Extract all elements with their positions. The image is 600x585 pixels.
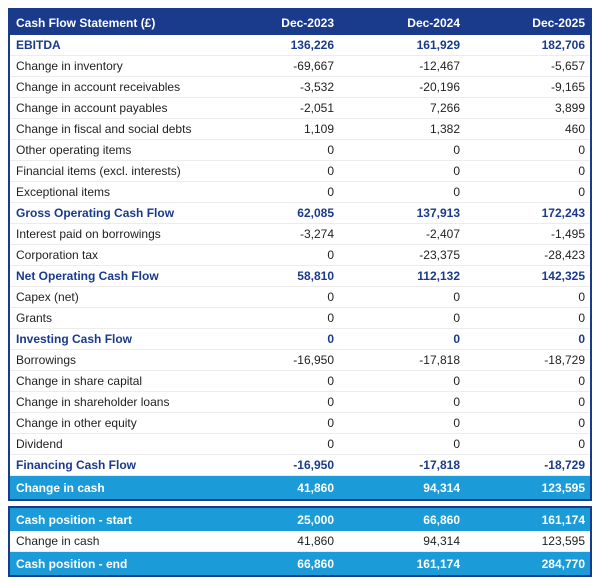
row-value: 0 [465,140,591,161]
row-value: 0 [213,182,339,203]
row-value: -1,495 [465,224,591,245]
table-row [9,203,591,224]
table-row [9,266,591,287]
table-row [9,161,591,182]
row-label: Change in share capital [9,371,213,392]
row-value: 1,109 [213,119,339,140]
table-row [9,413,591,434]
row-value: 0 [465,287,591,308]
table-row [9,56,591,77]
row-value: 137,913 [339,203,465,224]
table-row [9,371,591,392]
row-value: 182,706 [465,35,591,56]
row-value: 7,266 [339,98,465,119]
row-label: Corporation tax [9,245,213,266]
row-value: 41,860 [213,476,339,501]
row-value: -9,165 [465,77,591,98]
table-row [9,77,591,98]
row-label: Change in shareholder loans [9,392,213,413]
row-value: 161,929 [339,35,465,56]
row-value: 0 [339,287,465,308]
table-row [9,350,591,371]
row-value: -17,818 [339,350,465,371]
table-row [9,531,591,552]
column-header-dec-2025: Dec-2025 [465,9,591,35]
row-label: Change in fiscal and social debts [9,119,213,140]
row-label: Change in other equity [9,413,213,434]
row-value: -2,407 [339,224,465,245]
row-value: 0 [213,371,339,392]
table-row [9,224,591,245]
row-value: -2,051 [213,98,339,119]
row-value: 0 [213,329,339,350]
row-value: 0 [339,329,465,350]
row-value: 0 [213,413,339,434]
table-title: Cash Flow Statement (£) [9,9,213,35]
row-value: 94,314 [339,476,465,501]
row-label: Change in inventory [9,56,213,77]
table-row [9,552,591,577]
cash-position-table [8,506,592,577]
column-header-dec-2024: Dec-2024 [339,9,465,35]
row-value: 0 [339,308,465,329]
row-value: 0 [465,392,591,413]
row-value: 0 [213,287,339,308]
row-value: 161,174 [465,507,591,531]
row-value: 66,860 [339,507,465,531]
table-row [9,119,591,140]
row-value: 62,085 [213,203,339,224]
row-value: -3,274 [213,224,339,245]
row-label: Other operating items [9,140,213,161]
row-value: 0 [213,392,339,413]
table-row [9,455,591,476]
row-value: 0 [465,329,591,350]
row-value: 0 [213,434,339,455]
table-row [9,35,591,56]
row-value: -16,950 [213,350,339,371]
row-label: Change in account receivables [9,77,213,98]
row-label: Gross Operating Cash Flow [9,203,213,224]
row-value: 58,810 [213,266,339,287]
table-row [9,507,591,531]
row-value: 0 [213,140,339,161]
row-value: -20,196 [339,77,465,98]
row-label: Dividend [9,434,213,455]
row-label: Interest paid on borrowings [9,224,213,245]
row-value: 112,132 [339,266,465,287]
table-row [9,245,591,266]
row-value: 123,595 [465,531,591,552]
row-value: 161,174 [339,552,465,577]
header-row [9,9,591,35]
table-row [9,98,591,119]
row-value: 0 [465,371,591,392]
row-value: 41,860 [213,531,339,552]
row-value: 0 [339,161,465,182]
row-value: 0 [213,308,339,329]
row-label: Change in account payables [9,98,213,119]
table-row [9,329,591,350]
row-label: Cash position - start [9,507,213,531]
row-label: Exceptional items [9,182,213,203]
row-value: -5,657 [465,56,591,77]
row-value: 0 [465,308,591,329]
row-value: 66,860 [213,552,339,577]
table-row [9,392,591,413]
table-row [9,140,591,161]
row-value: 123,595 [465,476,591,501]
row-value: -12,467 [339,56,465,77]
row-label: Change in cash [9,531,213,552]
row-value: 142,325 [465,266,591,287]
table-row [9,287,591,308]
row-value: 0 [339,182,465,203]
row-value: 0 [465,413,591,434]
row-label: Financial items (excl. interests) [9,161,213,182]
row-value: 136,226 [213,35,339,56]
row-value: -18,729 [465,455,591,476]
row-label: Financing Cash Flow [9,455,213,476]
row-value: 3,899 [465,98,591,119]
row-label: EBITDA [9,35,213,56]
row-value: 0 [339,392,465,413]
row-value: 172,243 [465,203,591,224]
row-value: -16,950 [213,455,339,476]
row-value: 0 [339,371,465,392]
table-row [9,182,591,203]
table-row [9,308,591,329]
table-row [9,476,591,501]
row-value: 0 [213,161,339,182]
row-value: -23,375 [339,245,465,266]
row-value: 94,314 [339,531,465,552]
row-value: 0 [339,413,465,434]
row-value: -69,667 [213,56,339,77]
row-label: Borrowings [9,350,213,371]
row-label: Change in cash [9,476,213,501]
row-value: 0 [339,434,465,455]
row-value: -3,532 [213,77,339,98]
row-value: 0 [465,182,591,203]
row-value: 460 [465,119,591,140]
row-label: Investing Cash Flow [9,329,213,350]
row-value: 0 [213,245,339,266]
row-label: Net Operating Cash Flow [9,266,213,287]
row-value: -18,729 [465,350,591,371]
row-value: 1,382 [339,119,465,140]
row-value: -17,818 [339,455,465,476]
column-header-dec-2023: Dec-2023 [213,9,339,35]
row-value: -28,423 [465,245,591,266]
row-value: 0 [465,434,591,455]
row-value: 284,770 [465,552,591,577]
cash-flow-table [8,8,592,501]
row-value: 0 [465,161,591,182]
row-label: Capex (net) [9,287,213,308]
row-label: Cash position - end [9,552,213,577]
row-label: Grants [9,308,213,329]
table-row [9,434,591,455]
row-value: 25,000 [213,507,339,531]
row-value: 0 [339,140,465,161]
